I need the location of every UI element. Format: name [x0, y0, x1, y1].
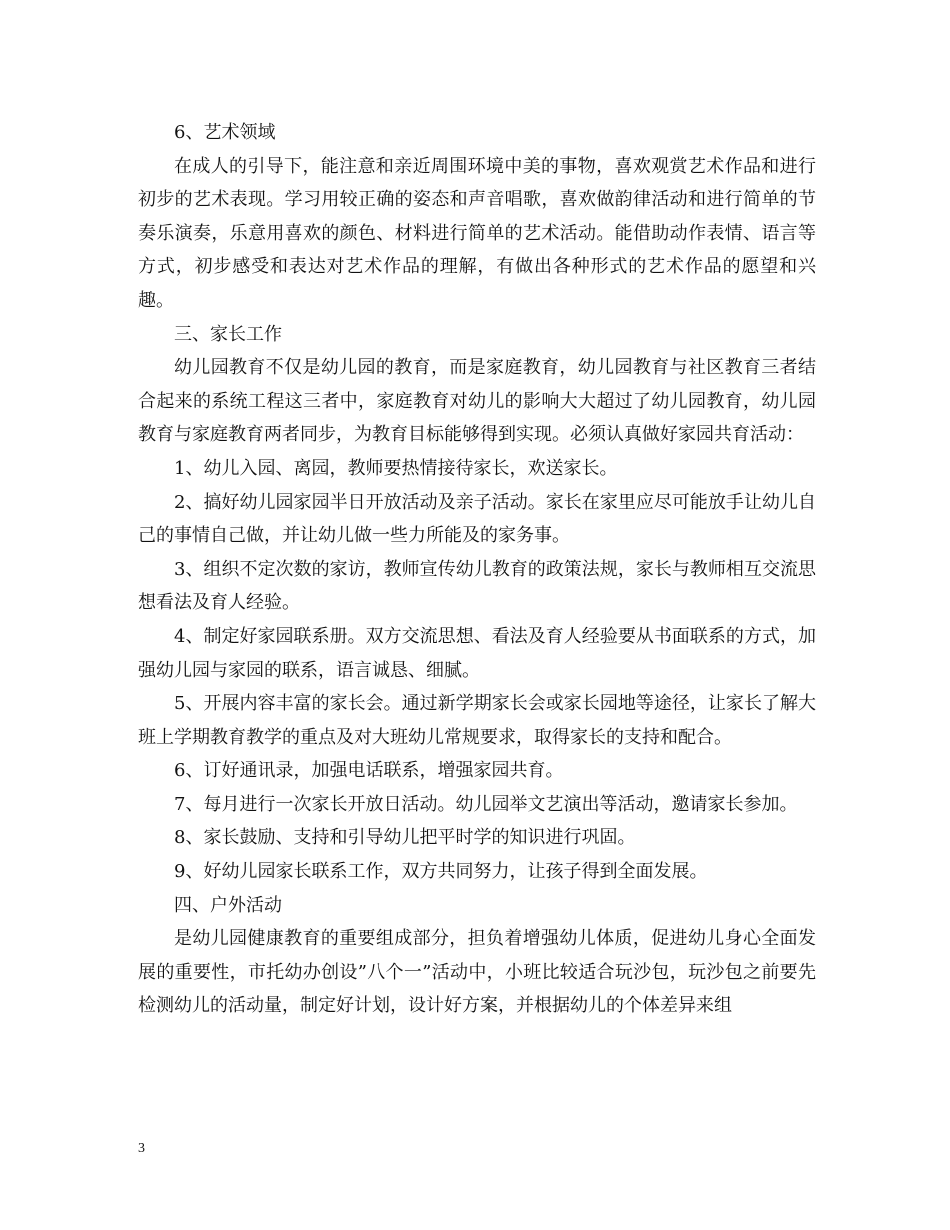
section-heading-outdoor-activity: 四、户外活动 — [174, 894, 282, 916]
art-paragraph: 在成人的引导下，能注意和亲近周围环境中美的事物，喜欢观赏艺术作品和进行初步的艺术表现。学习用较正确的姿态和声音唱歌，喜欢做韵律活动和进行简单的节奏乐演奏，乐意用喜欢的颜色、材料进行简单的艺术活动。能借助动作表情、语言等方式，初步感受和表达对艺术作品的理解，有做出各种形式的艺术作品的愿望和兴趣。 — [138, 155, 816, 311]
parent-work-item-2: 2、搞好幼儿园家园半日开放活动及亲子活动。家长在家里应尽可能放手让幼儿自己的事情自己做，并让幼儿做一些力所能及的家务事。 — [138, 491, 816, 547]
page-number: 3 — [138, 1141, 145, 1156]
parent-work-item-8: 8、家长鼓励、支持和引导幼儿把平时学的知识进行巩固。 — [174, 827, 636, 849]
parent-work-item-7: 7、每月进行一次家长开放日活动。幼儿园举文艺演出等活动，邀请家长参加。 — [174, 793, 798, 815]
parent-work-item-3: 3、组织不定次数的家访，教师宣传幼儿教育的政策法规，家长与教师相互交流思想看法及育人经验。 — [138, 558, 816, 614]
parent-work-item-5: 5、开展内容丰富的家长会。通过新学期家长会或家长园地等途径，让家长了解大班上学期教育教学的重点及对大班幼儿常规要求，取得家长的支持和配合。 — [138, 693, 816, 748]
section-heading-parent-work: 三、家长工作 — [174, 323, 282, 345]
section-heading-art: 6、艺术领域 — [174, 122, 276, 143]
parent-work-item-4: 4、制定好家园联系册。双方交流思想、看法及育人经验要从书面联系的方式，加强幼儿园与家园的联系，语言诚恳、细腻。 — [138, 625, 816, 681]
parent-work-paragraph: 幼儿园教育不仅是幼儿园的教育，而是家庭教育，幼儿园教育与社区教育三者结合起来的系统工程这三者中，家庭教育对幼儿的影响大大超过了幼儿园教育，幼儿园教育与家庭教育两者同步，为教育目标能够得到实现。必须认真做好家园共育活动： — [138, 357, 816, 446]
parent-work-item-6: 6、订好通讯录，加强电话联系，增强家园共育。 — [174, 760, 564, 782]
parent-work-item-1: 1、幼儿入园、离园，教师要热情接待家长，欢送家长。 — [174, 457, 618, 479]
outdoor-activity-paragraph: 是幼儿园健康教育的重要组成部分，担负着增强幼儿体质，促进幼儿身心全面发展的重要性，市托幼办创设”八个一”活动中，小班比较适合玩沙包，玩沙包之前要先检测幼儿的活动量，制定好计划，设计好方案，并根据幼儿的个体差异来组 — [138, 928, 816, 1017]
document-body — [138, 116, 816, 1023]
parent-work-item-9: 9、好幼儿园家长联系工作，双方共同努力，让孩子得到全面发展。 — [174, 861, 708, 883]
